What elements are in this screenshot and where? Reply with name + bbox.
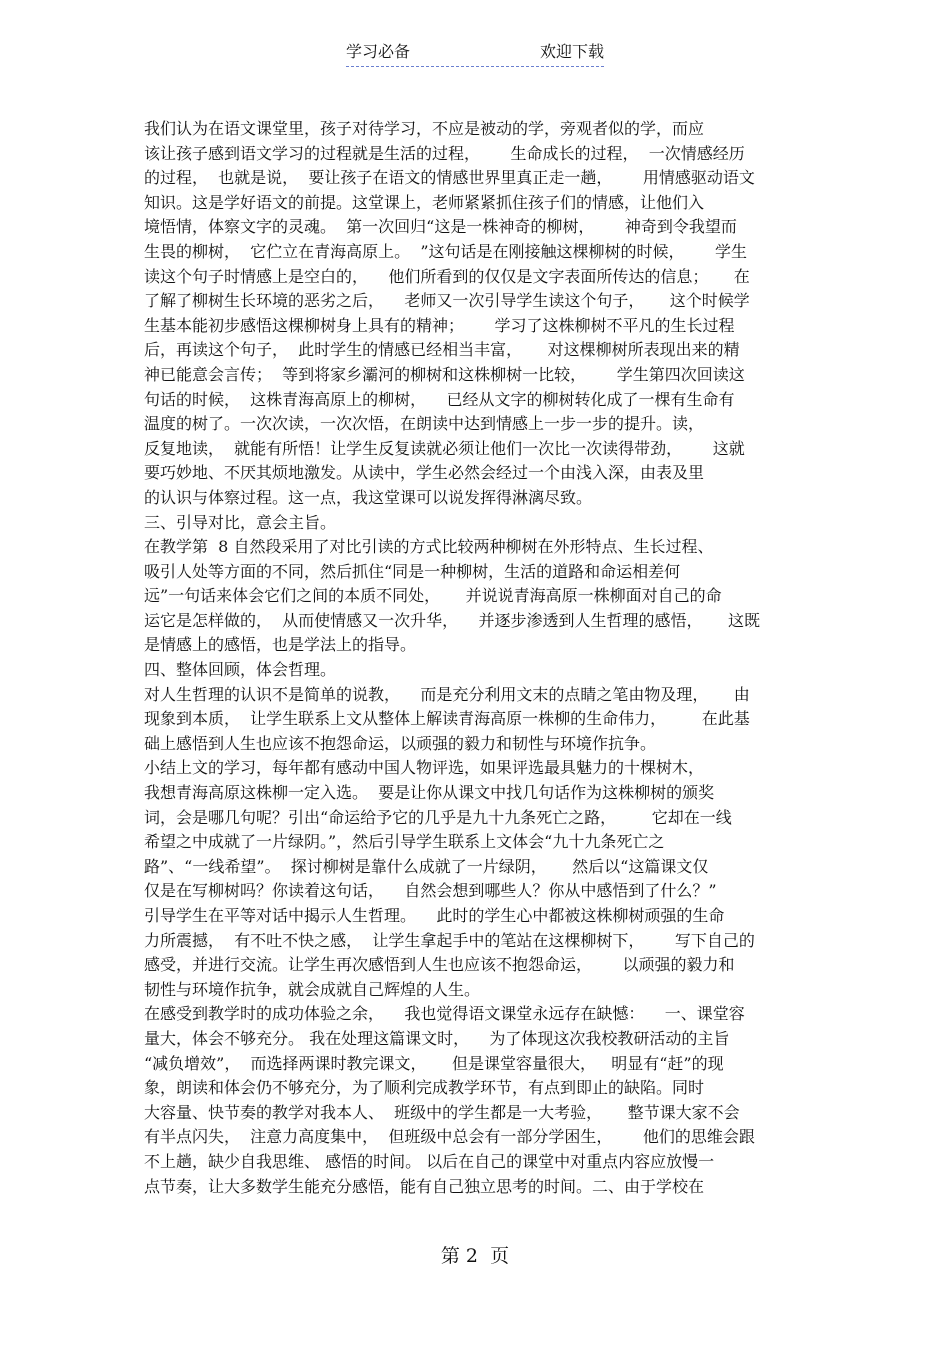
text-line: 韧性与环境作抗争，就会成就自己辉煌的人生。 (144, 979, 481, 999)
document-body (144, 117, 808, 1199)
text-line: 四、整体回顾，体会哲理。 (144, 660, 337, 680)
text-line: 点节奏，让大多数学生能充分感悟，能有自己独立思考的时间。二、由于学校在 (144, 1176, 705, 1196)
text-line: 生畏的柳树， 它伫立在青海高原上。 ”这句话是在刚接触这棵柳树的时候， 学生 (144, 241, 748, 261)
text-line: 读这个句子时情感上是空白的， 他们所看到的仅仅是文字表面所传达的信息； 在 (144, 266, 750, 286)
text-line: 生基本能初步感悟这棵柳树身上具有的精神； 学习了这株柳树不平凡的生长过程 (144, 315, 735, 335)
text-line: 知识。这是学好语文的前提。这堂课上，老师紧紧抓住孩子们的情感，让他们入 (144, 192, 705, 212)
text-line: 句话的时候， 这株青海高原上的柳树， 已经从文字的柳树转化成了一棵有生命有 (144, 389, 735, 409)
text-line: 了解了柳树生长环境的恶劣之后， 老师又一次引导学生读这个句子， 这个时候学 (144, 291, 750, 311)
text-line: 象，朗读和体会仍不够充分，为了顺利完成教学环节，有点到即止的缺陷。同时 (144, 1078, 705, 1098)
text-line: 对人生哲理的认识不是简单的说教， 而是充分利用文末的点睛之笔由物及理， 由 (144, 684, 750, 704)
header-left-text: 学习必备 (346, 42, 411, 61)
text-line: 吸引人处等方面的不同，然后抓住“同是一种柳树，生活的道路和命运相差何 (144, 561, 681, 581)
page-header (346, 40, 604, 67)
text-line: 要巧妙地、不厌其烦地激发。从读中，学生必然会经过一个由浅入深，由表及里 (144, 463, 705, 483)
text-line: 神已能意会言传； 等到将家乡灞河的柳树和这株柳树一比较， 学生第四次回读这 (144, 364, 745, 384)
text-line: 不上趟，缺少自我思维、 感悟的时间。 以后在自己的课堂中对重点内容应放慢一 (144, 1151, 715, 1171)
text-line: 有半点闪失， 注意力高度集中， 但班级中总会有一部分学困生， 他们的思维会跟 (144, 1127, 755, 1147)
text-line: 词，会是哪几句呢？引出“命运给予它的几乎是九十九条死亡之路， 它却在一线 (144, 807, 732, 827)
text-line: 路”、“一线希望”。 探讨柳树是靠什么成就了一片绿阴， 然后以“这篇课文仅 (144, 856, 709, 876)
text-line: 仅是在写柳树吗？你读着这句话， 自然会想到哪些人？你从中感悟到了什么？” (144, 881, 717, 901)
text-line: 引导学生在平等对话中揭示人生哲理。 此时的学生心中都被这株柳树顽强的生命 (144, 906, 725, 925)
text-line: 在感受到教学时的成功体验之余， 我也觉得语文课堂永远存在缺憾： 一、课堂容 (144, 1004, 745, 1024)
text-line: 力所震撼， 有不吐不快之感， 让学生拿起手中的笔站在这棵柳树下， 写下自己的 (144, 930, 755, 950)
text-line: 的认识与体察过程。这一点，我这堂课可以说发挥得淋漓尽致。 (144, 487, 593, 507)
text-line: 反复地读， 就能有所悟！让学生反复读就必须让他们一次比一次读得带劲， 这就 (144, 438, 745, 458)
text-line: 希望之中成就了一片绿阴。”，然后引导学生联系上文体会“九十九条死亡之 (144, 832, 665, 852)
text-line: 温度的树了。一次次读，一次次悟，在朗读中达到情感上一步一步的提升。读， (144, 414, 705, 434)
text-line: 后，再读这个句子， 此时学生的情感已经相当丰富， 对这棵柳树所表现出来的精 (144, 340, 740, 360)
text-line: 量大，体会不够充分。 我在处理这篇课文时， 为了体现这次我校教研活动的主旨 (144, 1028, 730, 1048)
text-line: 础上感悟到人生也应该不抱怨命运，以顽强的毅力和韧性与环境作抗争。 (144, 733, 657, 753)
text-line: 小结上文的学习，每年都有感动中国人物评选，如果评选最具魅力的十棵树木， (144, 758, 705, 778)
text-line: 的过程， 也就是说， 要让孩子在语文的情感世界里真正走一趟， 用情感驱动语文 (144, 168, 755, 188)
text-line: “减负增效”， 而选择两课时教完课文， 但是课堂容量很大， 明显有“赶”的现 (144, 1053, 724, 1073)
text-line: 境悟情，体察文字的灵魂。 第一次回归“这是一株神奇的柳树， 神奇到令我望而 (144, 217, 737, 237)
text-line: 我想青海高原这株柳一定入选。 要是让你从课文中找几句话作为这株柳树的颁奖 (144, 783, 715, 803)
text-line: 感受，并进行交流。让学生再次感悟到人生也应该不抱怨命运， 以顽强的毅力和 (144, 955, 735, 975)
text-line: 远”一句话来体会它们之间的本质不同处， 并说说青海高原一株柳面对自己的命 (144, 586, 722, 606)
text-line: 现象到本质， 让学生联系上文从整体上解读青海高原一株柳的生命伟力， 在此基 (144, 709, 750, 729)
header-right-text: 欢迎下载 (539, 42, 604, 61)
text-line: 在教学第 8 自然段采用了对比引读的方式比较两种柳树在外形特点、生长过程、 (144, 537, 714, 557)
text-line: 大容量、快节奏的教学对我本人、 班级中的学生都是一大考验， 整节课大家不会 (144, 1102, 740, 1122)
text-line: 是情感上的感悟，也是学法上的指导。 (144, 635, 417, 655)
text-line: 我们认为在语文课堂里，孩子对待学习，不应是被动的学，旁观者似的学，而应 (144, 119, 705, 138)
page-number: 第 2 页 (440, 1245, 510, 1267)
text-line: 三、引导对比，意会主旨。 (144, 512, 337, 532)
text-line: 运它是怎样做的， 从而使情感又一次升华， 并逐步渗透到人生哲理的感悟， 这既 (144, 610, 760, 630)
text-line: 该让孩子感到语文学习的过程就是生活的过程， 生命成长的过程， 一次情感经历 (144, 143, 745, 163)
